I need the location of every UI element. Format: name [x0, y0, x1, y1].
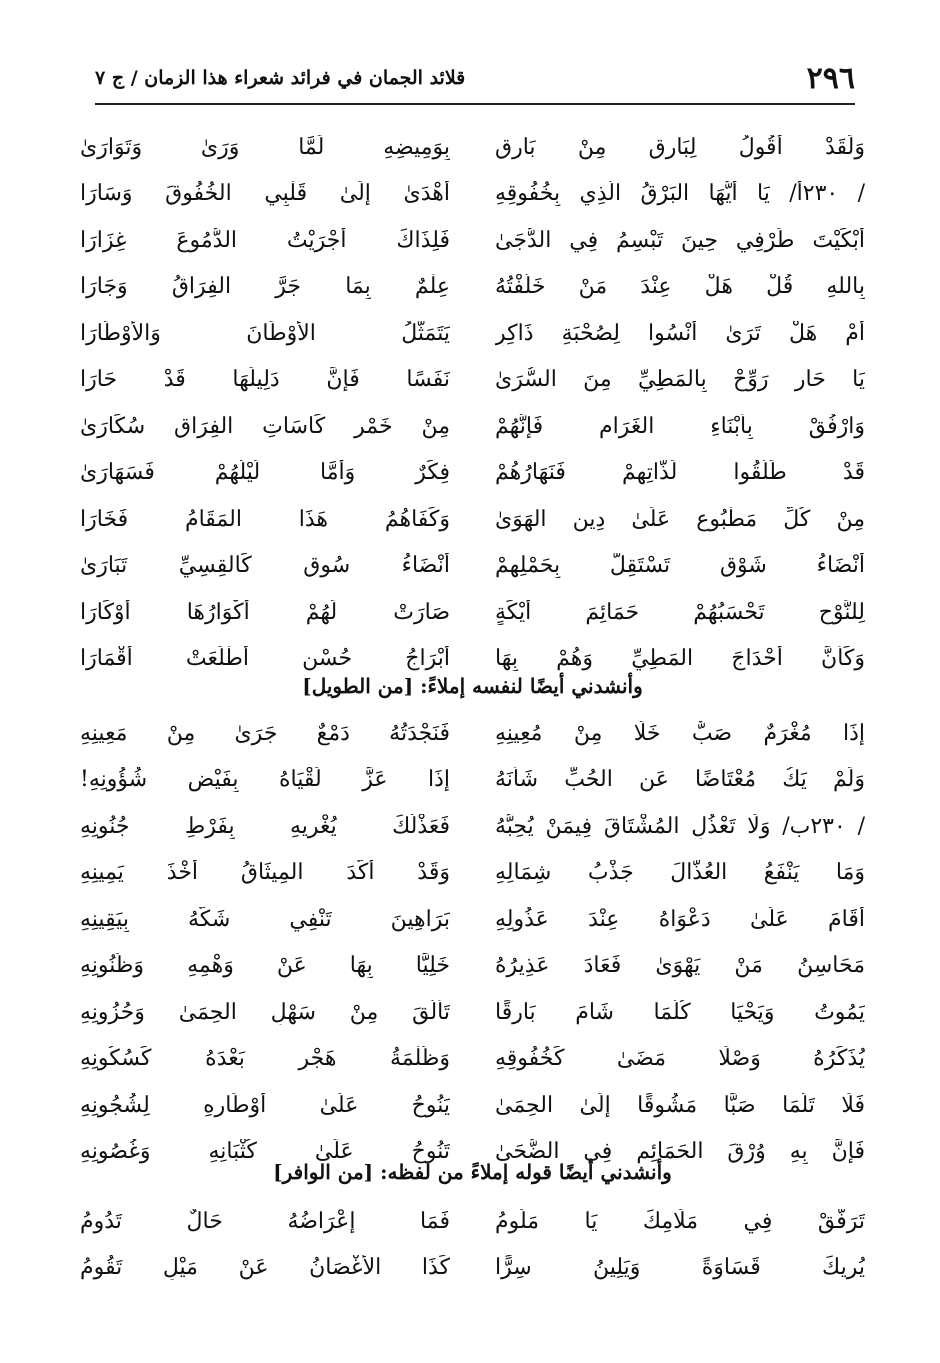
poem-1 — [80, 124, 865, 682]
verse-second-hemistich: بَرَاهِينَ تَنْفِي شَكَّهُ بِيَقِينِهِ — [80, 906, 450, 932]
verse-second-hemistich: يَتَمَثَّلُ الأَوْطَانَ وَالأَوْطَارَا — [80, 320, 450, 346]
poem-intro: وأنشدني أيضًا لنفسه إملاءً: [من الطويل] — [302, 674, 643, 698]
verse — [80, 543, 865, 590]
verse-second-hemistich: وَكَفَاهُمُ هَذَا المَقَامُ فَخَارَا — [80, 506, 450, 532]
page-header — [95, 58, 855, 98]
verse — [80, 710, 865, 757]
verse — [80, 217, 865, 264]
verse-second-hemistich: فَنَجْدَتُهُ دَمْعٌ جَرَىٰ مِنْ مَعِينِهِ — [80, 720, 450, 746]
verse — [80, 357, 865, 404]
verse-second-hemistich: أَبْرَاجُ حُسْنٍ أَطْلَعَتْ أَقْمَارَا — [80, 646, 450, 672]
verse — [80, 1245, 865, 1292]
verse-first-hemistich: قَدْ طَلَّقُوا لَذَّاتِهِمْ فَنَهَارُهُمْ — [495, 460, 865, 486]
verse-first-hemistich: تَرَفَّقْ فِي مَلَامِكَ يَا مَلُومُ — [495, 1208, 865, 1234]
poem-3 — [80, 1198, 865, 1291]
verse — [80, 496, 865, 543]
verse-first-hemistich: أَمْ هَلْ تَرَىٰ أُنْسُوا لِصُحْبَةِ ذَاكِرٍ — [495, 320, 865, 346]
verse-second-hemistich: إِذَا عَزَّ لُقْيَاهُ بِفَيْضِ شُؤُونِهِ! — [80, 767, 450, 793]
verse — [80, 1198, 865, 1245]
verse — [80, 124, 865, 171]
verse-second-hemistich: وَظُلْمَةُ هَجْرٍ بَعْدَهُ كَسُكُونِهِ — [80, 1046, 450, 1072]
verse-first-hemistich: يُذَكِّرُهُ وَصْلًا مَضَىٰ كَخُفُوقِهِ — [495, 1046, 865, 1072]
poem-intro: وأنشدني أيضًا قوله إملاءً من لفظه: [من الوافر] — [273, 1160, 672, 1184]
verse-second-hemistich: فَمَا إِعْرَاضُهُ حَالٌ تَدُومُ — [80, 1208, 450, 1234]
verse — [80, 589, 865, 636]
verse-second-hemistich: وَقَدْ أَكَّدَ المِيثَاقُ أَخْذَ يَمِينِهِ — [80, 860, 450, 886]
verse-first-hemistich: وَلَمْ يَكُ مُعْتَاضًا عَنِ الحُبِّ شَأْنَهُ — [495, 767, 865, 793]
verse — [80, 1036, 865, 1083]
verse-second-hemistich: مِنْ خَمْرِ كَاسَاتِ الفِرَاقِ سُكَارَىٰ — [80, 413, 450, 439]
verse — [80, 310, 865, 357]
verse-first-hemistich: يَا حَارِ رَوِّحْ بِالمَطِيِّ مِنَ السُّرَىٰ — [495, 367, 865, 393]
verse-first-hemistich: / ٢٣٠أ/ يَا أَيُّهَا البَرْقُ الَّذِي بِخُفُوقِهِ — [495, 181, 865, 207]
verse-first-hemistich: يُرِيكَ قَسَاوَةً وَيَلِينُ سِرًّا — [495, 1255, 865, 1281]
verse-second-hemistich: صَارَتْ لَهُمْ أَكْوَارُهَا أَوْكَارَا — [80, 599, 450, 625]
poem-2 — [80, 710, 865, 1175]
verse-first-hemistich: وَلَقَدْ أَقُولُ لِبَارِقٍ مِنْ بَارِقِ — [495, 134, 865, 160]
verse-second-hemistich: يَنُوحُ عَلَىٰ أَوْطَارِهِ لِشُجُونِهِ — [80, 1092, 450, 1118]
verse-second-hemistich: فَلِذَاكَ أَجْرَيْتُ الدُّمُوعَ غِزَارَا — [80, 227, 450, 253]
verse-second-hemistich: أَنْضَاءُ سُوقٍ كَالقِسِيِّ تَبَارَىٰ — [80, 553, 450, 579]
verse-first-hemistich: وَارْفُقْ بِأَبْنَاءِ الغَرَامِ فَإِنَّهُمْ — [495, 413, 865, 439]
verse-second-hemistich: فَعَذْلُكَ يُغْرِيهِ بِفَرْطِ جُنُونِهِ — [80, 813, 450, 839]
verse-second-hemistich: تَأَلَّقَ مِنْ سَهْلِ الحِمَىٰ وَحُزُونِهِ — [80, 999, 450, 1025]
verse-first-hemistich: إِذَا مُغْرَمٌ صَبٌّ خَلَا مِنْ مُعِينِهِ — [495, 720, 865, 746]
verse — [80, 989, 865, 1036]
verse — [80, 1082, 865, 1129]
verse — [80, 171, 865, 218]
verse-first-hemistich: أَنْضَاءُ شَوْقٍ تَسْتَقِلُّ بِحَمْلِهِمْ — [495, 553, 865, 579]
verse-first-hemistich: لِلنَّوْحِ تَحْسَبُهُمْ حَمَائِمَ أَيْكَةٍ — [495, 599, 865, 625]
page-number: ٢٩٦ — [806, 60, 855, 96]
verse — [80, 403, 865, 450]
verse — [80, 757, 865, 804]
verse-first-hemistich: وَكَأَنَّ أَحْدَاجَ المَطِيِّ وَهُمْ بِهَا — [495, 646, 865, 672]
verse-second-hemistich: كَذَا الأَغْصَانُ عَنْ مَيْلٍ تَقُومُ — [80, 1255, 450, 1281]
running-title: قلائد الجمان في فرائد شعراء هذا الزمان / ج ٧ — [95, 67, 466, 89]
verse-first-hemistich: أَقَامَ عَلَىٰ دَعْوَاهُ عِنْدَ عَذُولِهِ — [495, 906, 865, 932]
verse-first-hemistich: فَلَا تَلُمَا صَبًّا مَشُوقًا إِلَىٰ الحِمَىٰ — [495, 1092, 865, 1118]
verse-first-hemistich: مِنْ كُلِّ مَطْبُوعٍ عَلَىٰ دِينِ الهَوَىٰ — [495, 506, 865, 532]
verse — [80, 896, 865, 943]
verse-second-hemistich: أَهْدَىٰ إِلَىٰ قَلْبِي الخُفُوقَ وَسَارَا — [80, 181, 450, 207]
verse-second-hemistich: نَفَسًا فَإِنَّ دَلِيلَهَا قَدْ حَارَا — [80, 367, 450, 393]
verse-second-hemistich: خَلِيًّا بِهَا عَنْ وَهْمِهِ وَظُنُونِهِ — [80, 953, 450, 979]
verse — [80, 850, 865, 897]
header-rule — [95, 103, 855, 105]
verse-first-hemistich: أَبْكَيْتَ طَرْفِي حِينَ تَبْسِمُ فِي الدُّجَىٰ — [495, 227, 865, 253]
verse — [80, 264, 865, 311]
verse-first-hemistich: فَإِنَّ بِهِ وُرْقَ الحَمَائِمِ فِي الضُّحَىٰ — [495, 1139, 865, 1165]
verse — [80, 450, 865, 497]
verse-second-hemistich: تَنُوحُ عَلَىٰ كُثْبَانِهِ وَغُصُونِهِ — [80, 1139, 450, 1165]
verse — [80, 803, 865, 850]
verse-second-hemistich: عِلْمٌ بِمَا جَرَّ الفِرَاقُ وَجَارَا — [80, 274, 450, 300]
verse-first-hemistich: وَمَا يَنْفَعُ العُذَّالَ جَذْبُ شِمَالِهِ — [495, 860, 865, 886]
verse — [80, 943, 865, 990]
verse-first-hemistich: بِاللهِ قُلْ هَلْ عِنْدَ مَنْ خَلَّفْتُهُ — [495, 274, 865, 300]
verse-second-hemistich: فِكَرٌ وَأَمَّا لَيْلُهُمْ فَسَهَارَىٰ — [80, 460, 450, 486]
verse-first-hemistich: مَحَاسِنُ مَنْ يَهْوَىٰ فَعَادَ عَذِيرُهُ — [495, 953, 865, 979]
verse-second-hemistich: بِوَمِيضِهِ لَمَّا وَرَىٰ وَتَوَارَىٰ — [80, 134, 450, 160]
verse-first-hemistich: / ٢٣٠ب/ وَلَا تَعْذُلِ المُشْتَاقَ فِيمَنْ يُحِبُّهُ — [495, 813, 865, 839]
verse-first-hemistich: يَمُوتُ وَيَحْيَا كُلَّمَا شَامَ بَارِقًا — [495, 999, 865, 1025]
